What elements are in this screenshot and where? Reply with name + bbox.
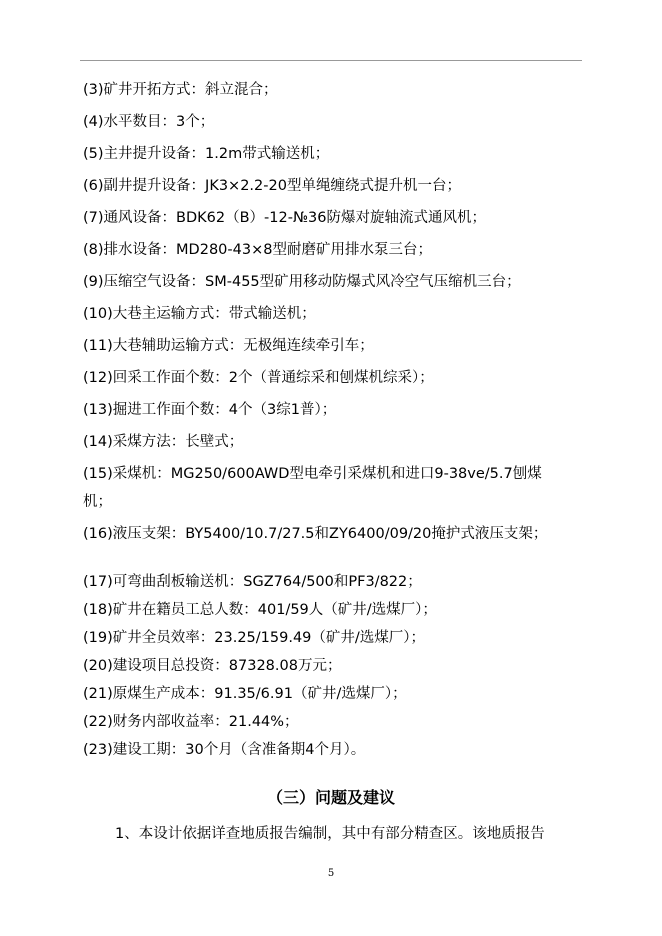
list-item: (10)大巷主运输方式：带式输送机； bbox=[83, 306, 316, 322]
list-item: (19)矿井全员效率：23.25/159.49（矿井/选煤厂）； bbox=[83, 630, 426, 646]
list-item: (11)大巷辅助运输方式：无极绳连续牵引车； bbox=[83, 338, 374, 354]
page-number: 5 bbox=[327, 868, 335, 879]
list-item: (9)压缩空气设备：SM-455型矿用移动防爆式风冷空气压缩机三台； bbox=[83, 274, 521, 290]
list-item-continuation: 机； bbox=[83, 494, 112, 510]
list-item: (15)采煤机：MG250/600AWD型电牵引采煤机和进口9-38ve/5.7刨煤 bbox=[83, 466, 542, 482]
list-item: (14)采煤方法：长壁式； bbox=[83, 434, 244, 450]
list-item: (4)水平数目：3个； bbox=[83, 114, 215, 130]
list-item: (22)财务内部收益率：21.44%； bbox=[83, 714, 299, 730]
list-item: (20)建设项目总投资：87328.08万元； bbox=[83, 658, 342, 674]
header-rule bbox=[80, 60, 582, 61]
list-item: (16)液压支架：BY5400/10.7/27.5和ZY6400/09/20掩护式液压支架； bbox=[83, 526, 548, 542]
list-item: (12)回采工作面个数：2个（普通综采和刨煤机综采）； bbox=[83, 370, 434, 386]
body-paragraph: 1、本设计依据详查地质报告编制，其中有部分精查区。该地质报告 bbox=[115, 826, 545, 842]
list-item: (17)可弯曲刮板输送机：SGZ764/500和PF3/822； bbox=[83, 574, 422, 590]
list-item: (3)矿井开拓方式：斜立混合； bbox=[83, 82, 278, 98]
list-item: (7)通风设备：BDK62（B）-12-№36防爆对旋轴流式通风机； bbox=[83, 210, 487, 226]
list-item: (5)主井提升设备：1.2m带式输送机； bbox=[83, 146, 330, 162]
list-item: (13)掘进工作面个数：4个（3综1普）； bbox=[83, 402, 337, 418]
list-item: (21)原煤生产成本：91.35/6.91（矿井/选煤厂）； bbox=[83, 686, 407, 702]
list-item: (6)副井提升设备：JK3×2.2-20型单绳缠绕式提升机一台； bbox=[83, 178, 461, 194]
list-item: (8)排水设备：MD280-43×8型耐磨矿用排水泵三台； bbox=[83, 242, 432, 258]
section-heading: （三）问题及建议 bbox=[266, 788, 395, 807]
list-item: (18)矿井在籍员工总人数：401/59人（矿井/选煤厂）； bbox=[83, 602, 437, 618]
list-item-last: (23)建设工期：30个月（含准备期4个月）。 bbox=[83, 742, 366, 758]
